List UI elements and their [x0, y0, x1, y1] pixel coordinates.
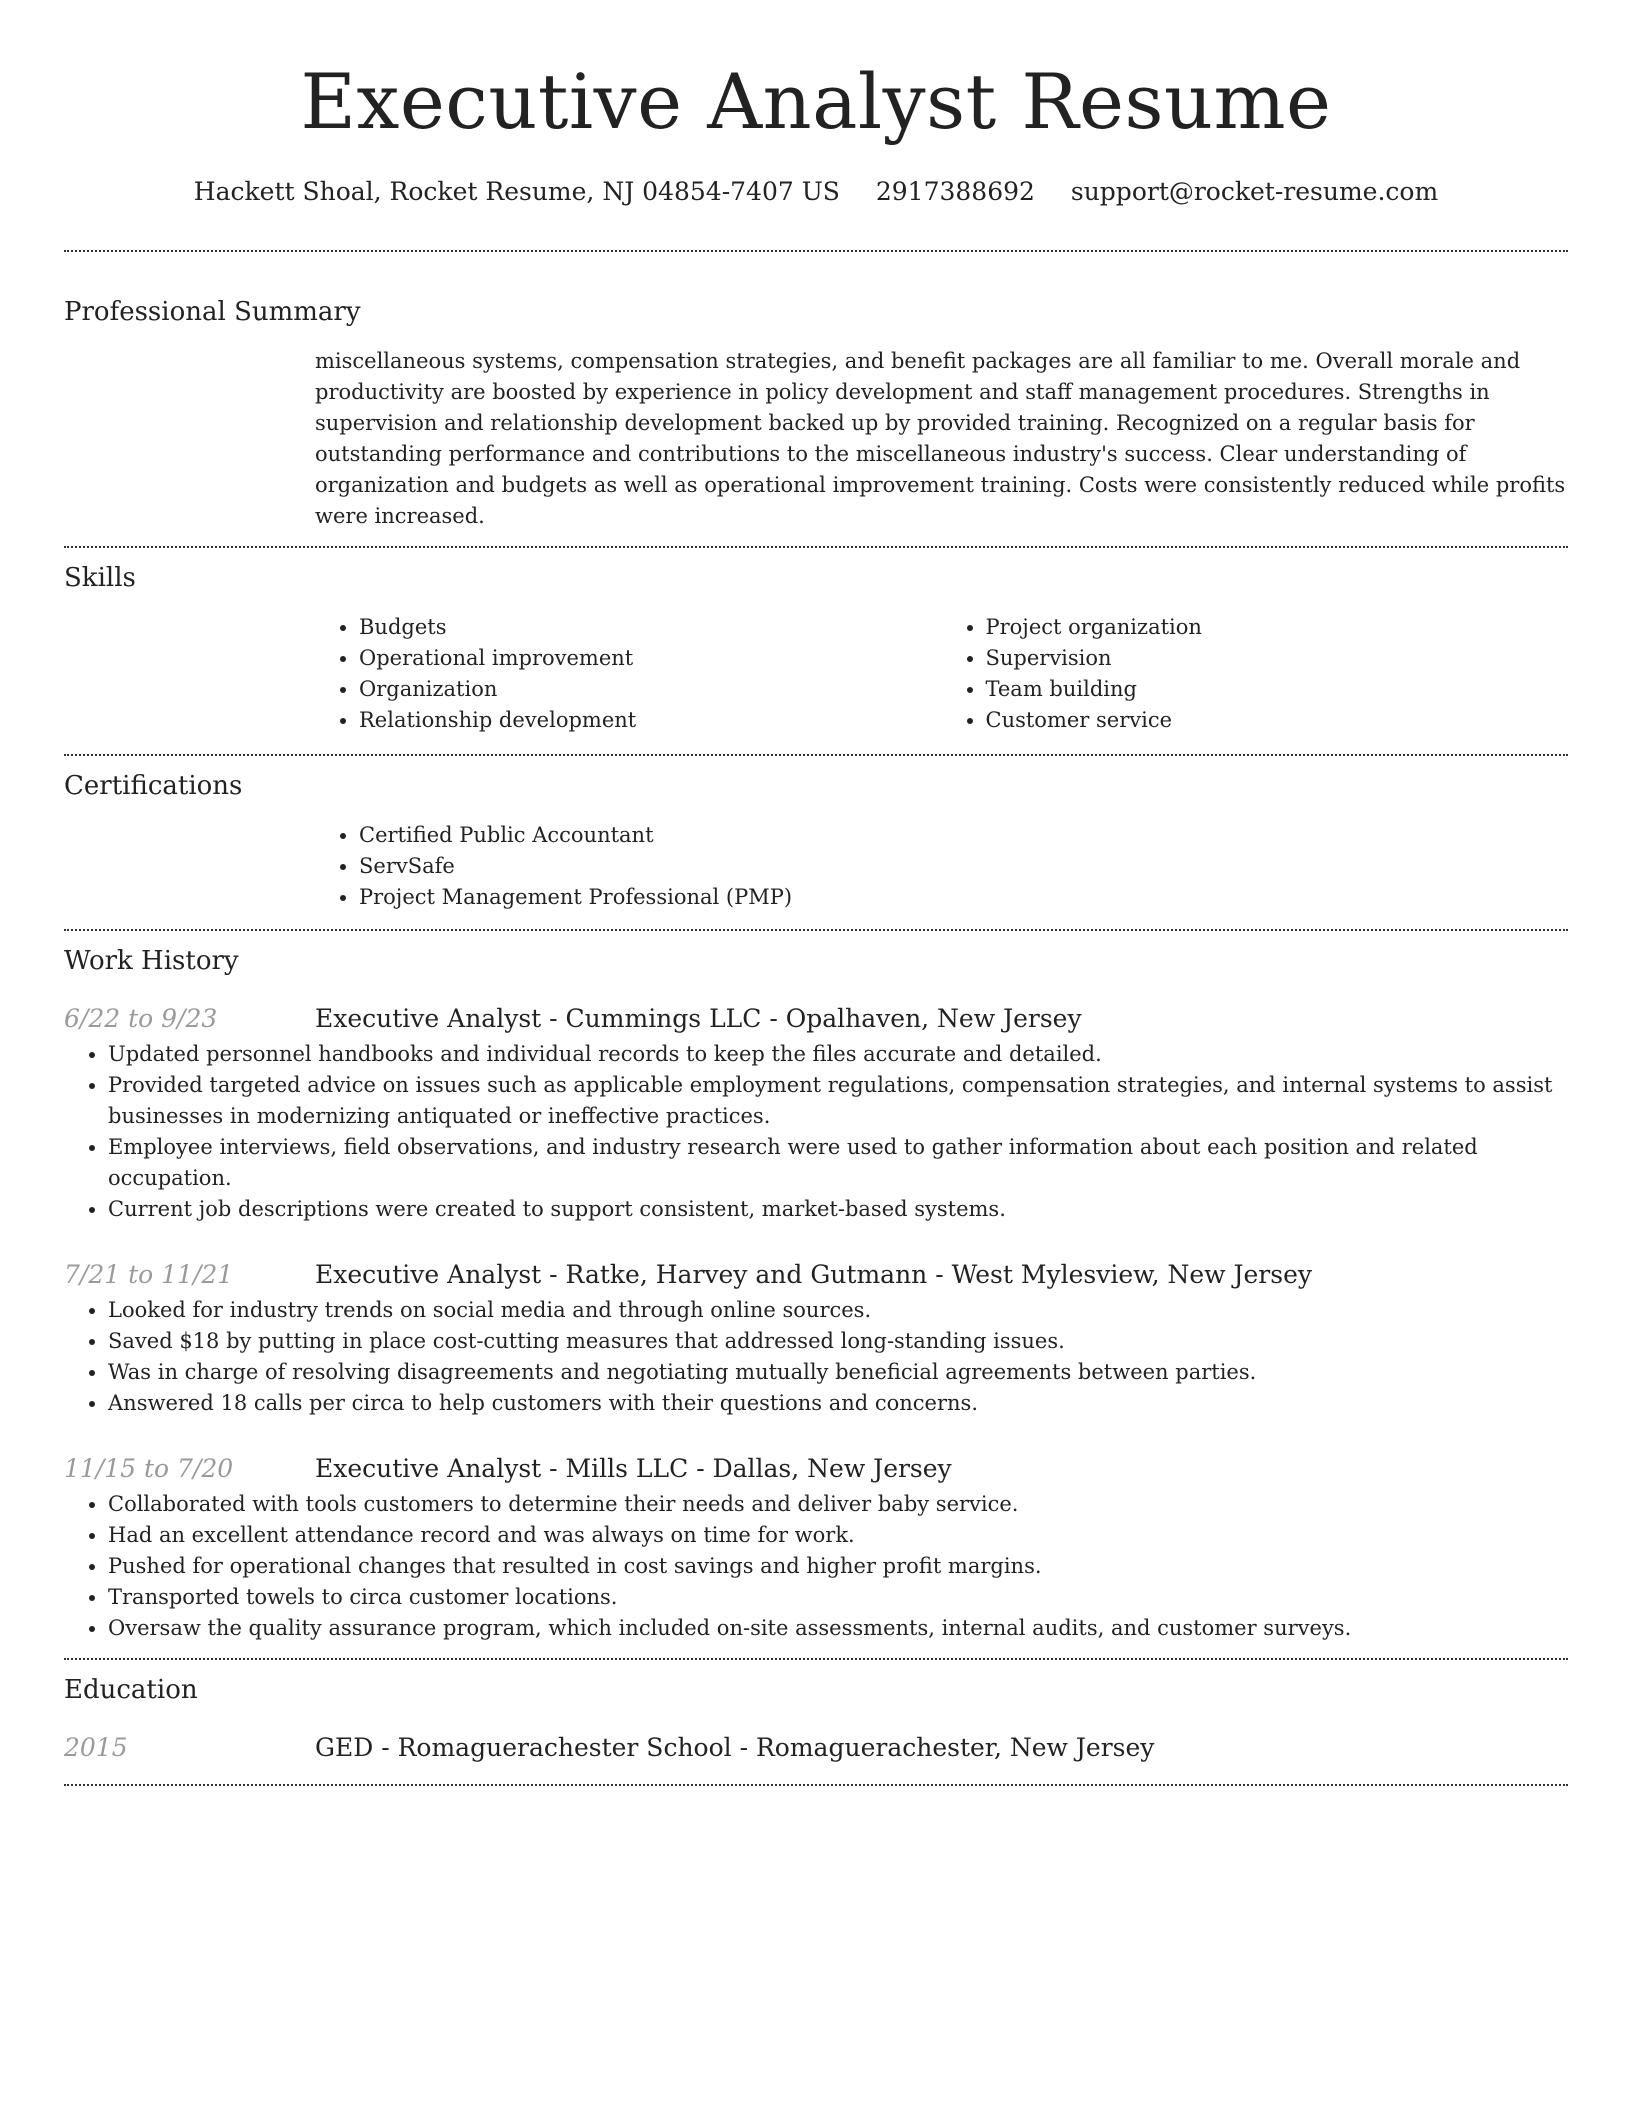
job-entry	[64, 1255, 1568, 1419]
contact-phone: 2917388692	[875, 177, 1035, 206]
job-bullets	[64, 1489, 1568, 1644]
summary-heading: Professional Summary	[64, 297, 361, 327]
job-bullet: • Collaborated with tools customers to determine their needs and deliver baby service.	[108, 1489, 1568, 1520]
job-dates: 7/21 to 11/21	[64, 1260, 234, 1289]
education-heading: Education	[64, 1675, 198, 1705]
skill-item: • Organization	[359, 674, 942, 705]
job-bullet: • Saved $18 by putting in place cost-cutting measures that addressed long-standing issues.	[108, 1326, 1568, 1357]
skill-item: • Supervision	[986, 643, 1569, 674]
contact-email: support@rocket-resume.com	[1070, 177, 1439, 206]
job-bullet: • Transported towels to circa customer locations.	[108, 1582, 1568, 1613]
skills-section	[64, 548, 1568, 754]
skill-item: • Team building	[986, 674, 1569, 705]
certification-item: • Certified Public Accountant	[359, 820, 1568, 851]
job-bullets	[64, 1039, 1568, 1225]
job-bullet: • Oversaw the quality assurance program, which included on-site assessments, internal audits, and customer surveys.	[108, 1613, 1568, 1644]
job-bullet: • Pushed for operational changes that resulted in cost savings and higher profit margins.	[108, 1551, 1568, 1582]
contact-address: Hackett Shoal, Rocket Resume, NJ 04854-7407 US	[193, 177, 840, 206]
certifications-section	[64, 756, 1568, 929]
certification-item: • ServSafe	[359, 851, 1568, 882]
job-title: Executive Analyst - Mills LLC - Dallas, New Jersey	[315, 1454, 952, 1483]
skill-item: • Project organization	[986, 612, 1569, 643]
summary-section	[64, 252, 1568, 546]
skill-item: • Relationship development	[359, 705, 942, 736]
skills-list-left	[315, 612, 942, 736]
job-bullet: • Updated personnel handbooks and individual records to keep the files accurate and detailed.	[108, 1039, 1568, 1070]
certification-item: • Project Management Professional (PMP)	[359, 882, 1568, 913]
work-history-section	[64, 931, 1568, 1658]
skill-item: • Budgets	[359, 612, 942, 643]
education-section	[64, 1660, 1568, 1784]
job-title: Executive Analyst - Ratke, Harvey and Gutmann - West Mylesview, New Jersey	[315, 1260, 1312, 1289]
job-title: Executive Analyst - Cummings LLC - Opalhaven, New Jersey	[315, 1004, 1082, 1033]
certifications-heading: Certifications	[64, 771, 243, 801]
job-bullet: • Answered 18 calls per circa to help customers with their questions and concerns.	[108, 1388, 1568, 1419]
skill-item: • Operational improvement	[359, 643, 942, 674]
education-title: GED - Romaguerachester School - Romaguerachester, New Jersey	[315, 1733, 1155, 1762]
summary-text: miscellaneous systems, compensation strategies, and benefit packages are all familiar to me. Overall morale and productivity are boosted by experience in policy development and staff management procedures. Strengths in supervision and relationship development backed up by provided training. Recognized on a regular basis for outstanding performance and contributions to the miscellaneous industry's success. Clear understanding of organization and budgets as well as operational improvement training. Costs were consistently reduced while profits were increased.	[315, 349, 1566, 528]
education-year: 2015	[64, 1733, 128, 1762]
job-bullet: • Employee interviews, field observations, and industry research were used to gather information about each position and related occupation.	[108, 1132, 1568, 1194]
divider	[64, 1784, 1568, 1786]
job-bullet: • Current job descriptions were created to support consistent, market-based systems.	[108, 1194, 1568, 1225]
certifications-list	[315, 820, 1568, 913]
contact-line	[64, 172, 1568, 212]
job-bullet: • Provided targeted advice on issues such as applicable employment regulations, compensation strategies, and internal systems to assist businesses in modernizing antiquated or ineffective practices.	[108, 1070, 1568, 1132]
job-bullet: • Looked for industry trends on social media and through online sources.	[108, 1295, 1568, 1326]
job-dates: 6/22 to 9/23	[64, 1004, 218, 1033]
skills-list-right	[942, 612, 1569, 736]
job-bullet: • Had an excellent attendance record and was always on time for work.	[108, 1520, 1568, 1551]
job-dates: 11/15 to 7/20	[64, 1454, 234, 1483]
skill-item: • Customer service	[986, 705, 1569, 736]
job-entry	[64, 999, 1568, 1225]
job-bullet: • Was in charge of resolving disagreements and negotiating mutually beneficial agreements between parties.	[108, 1357, 1568, 1388]
job-bullets	[64, 1295, 1568, 1419]
skills-heading: Skills	[64, 563, 136, 593]
job-entry	[64, 1449, 1568, 1644]
work-history-heading: Work History	[64, 946, 239, 976]
resume-title: Executive Analyst Resume	[300, 57, 1332, 146]
